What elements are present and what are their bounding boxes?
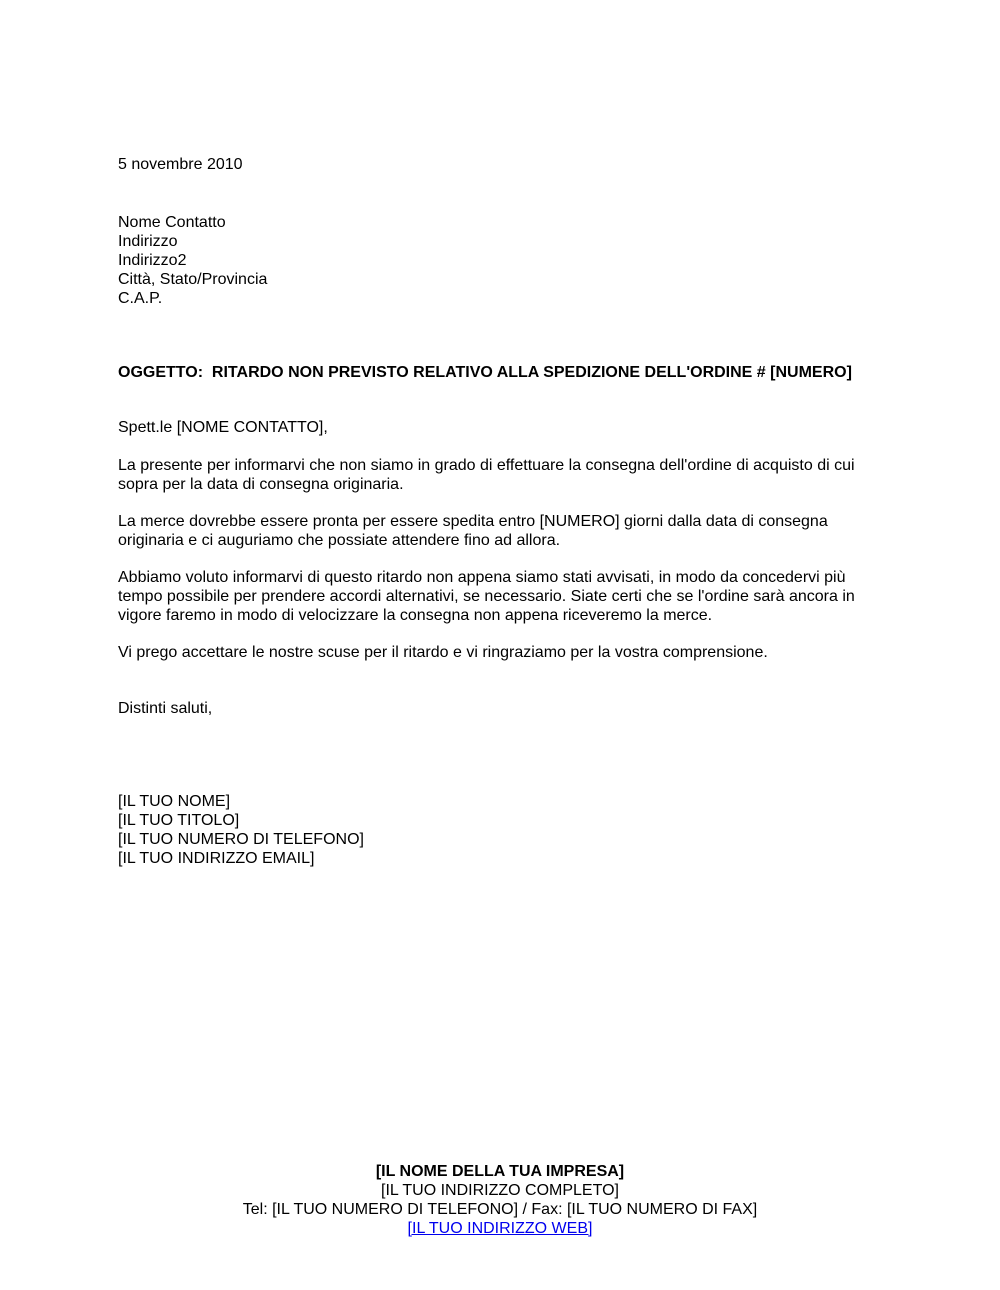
recipient-address-line2: Indirizzo2 bbox=[118, 252, 187, 269]
letter-body bbox=[118, 155, 875, 868]
closing-salutation: Distinti saluti, bbox=[118, 700, 213, 717]
footer-company-name: [IL NOME DELLA TUA IMPRESA] bbox=[375, 1163, 625, 1180]
body-paragraph-1: La presente per informarvi che non siamo in grado di effettuare la consegna dell'ordine di acquisto di cui sopra per la data di consegna originaria. bbox=[118, 457, 855, 493]
body-paragraph-3: Abbiamo voluto informarvi di questo ritardo non appena siamo stati avvisati, in modo da concedervi più tempo possibile per prendere accordi alternativi, se necessario. Siate certi che se l'ordine sarà ancora in vigore faremo in modo di velocizzare la consegna non appena riceveremo la merce. bbox=[118, 569, 855, 624]
letter-footer bbox=[0, 1162, 1000, 1238]
subject-line: OGGETTO: RITARDO NON PREVISTO RELATIVO ALLA SPEDIZIONE DELL'ORDINE # [NUMERO] bbox=[118, 364, 852, 381]
recipient-city-state: Città, Stato/Provincia bbox=[118, 271, 268, 288]
signature-block bbox=[118, 792, 875, 868]
footer-website-link[interactable]: [IL TUO INDIRIZZO WEB] bbox=[407, 1220, 593, 1237]
footer-company-address: [IL TUO INDIRIZZO COMPLETO] bbox=[381, 1182, 619, 1199]
recipient-postal-code: C.A.P. bbox=[118, 290, 163, 307]
footer-tel-fax: Tel: [IL TUO NUMERO DI TELEFONO] / Fax: [IL TUO NUMERO DI FAX] bbox=[242, 1201, 758, 1218]
signature-title: [IL TUO TITOLO] bbox=[118, 812, 240, 829]
signature-phone: [IL TUO NUMERO DI TELEFONO] bbox=[118, 831, 364, 848]
signature-email: [IL TUO INDIRIZZO EMAIL] bbox=[118, 850, 315, 867]
recipient-address-line1: Indirizzo bbox=[118, 233, 178, 250]
body-paragraph-4: Vi prego accettare le nostre scuse per il ritardo e vi ringraziamo per la vostra comprensione. bbox=[118, 644, 768, 661]
signature-name: [IL TUO NOME] bbox=[118, 793, 231, 810]
salutation: Spett.le [NOME CONTATTO], bbox=[118, 419, 328, 436]
recipient-address-block bbox=[118, 213, 875, 308]
body-paragraph-2: La merce dovrebbe essere pronta per essere spedita entro [NUMERO] giorni dalla data di consegna originaria e ci auguriamo che possiate attendere fino ad allora. bbox=[118, 513, 828, 549]
letter-date: 5 novembre 2010 bbox=[118, 156, 243, 173]
recipient-name: Nome Contatto bbox=[118, 214, 226, 231]
